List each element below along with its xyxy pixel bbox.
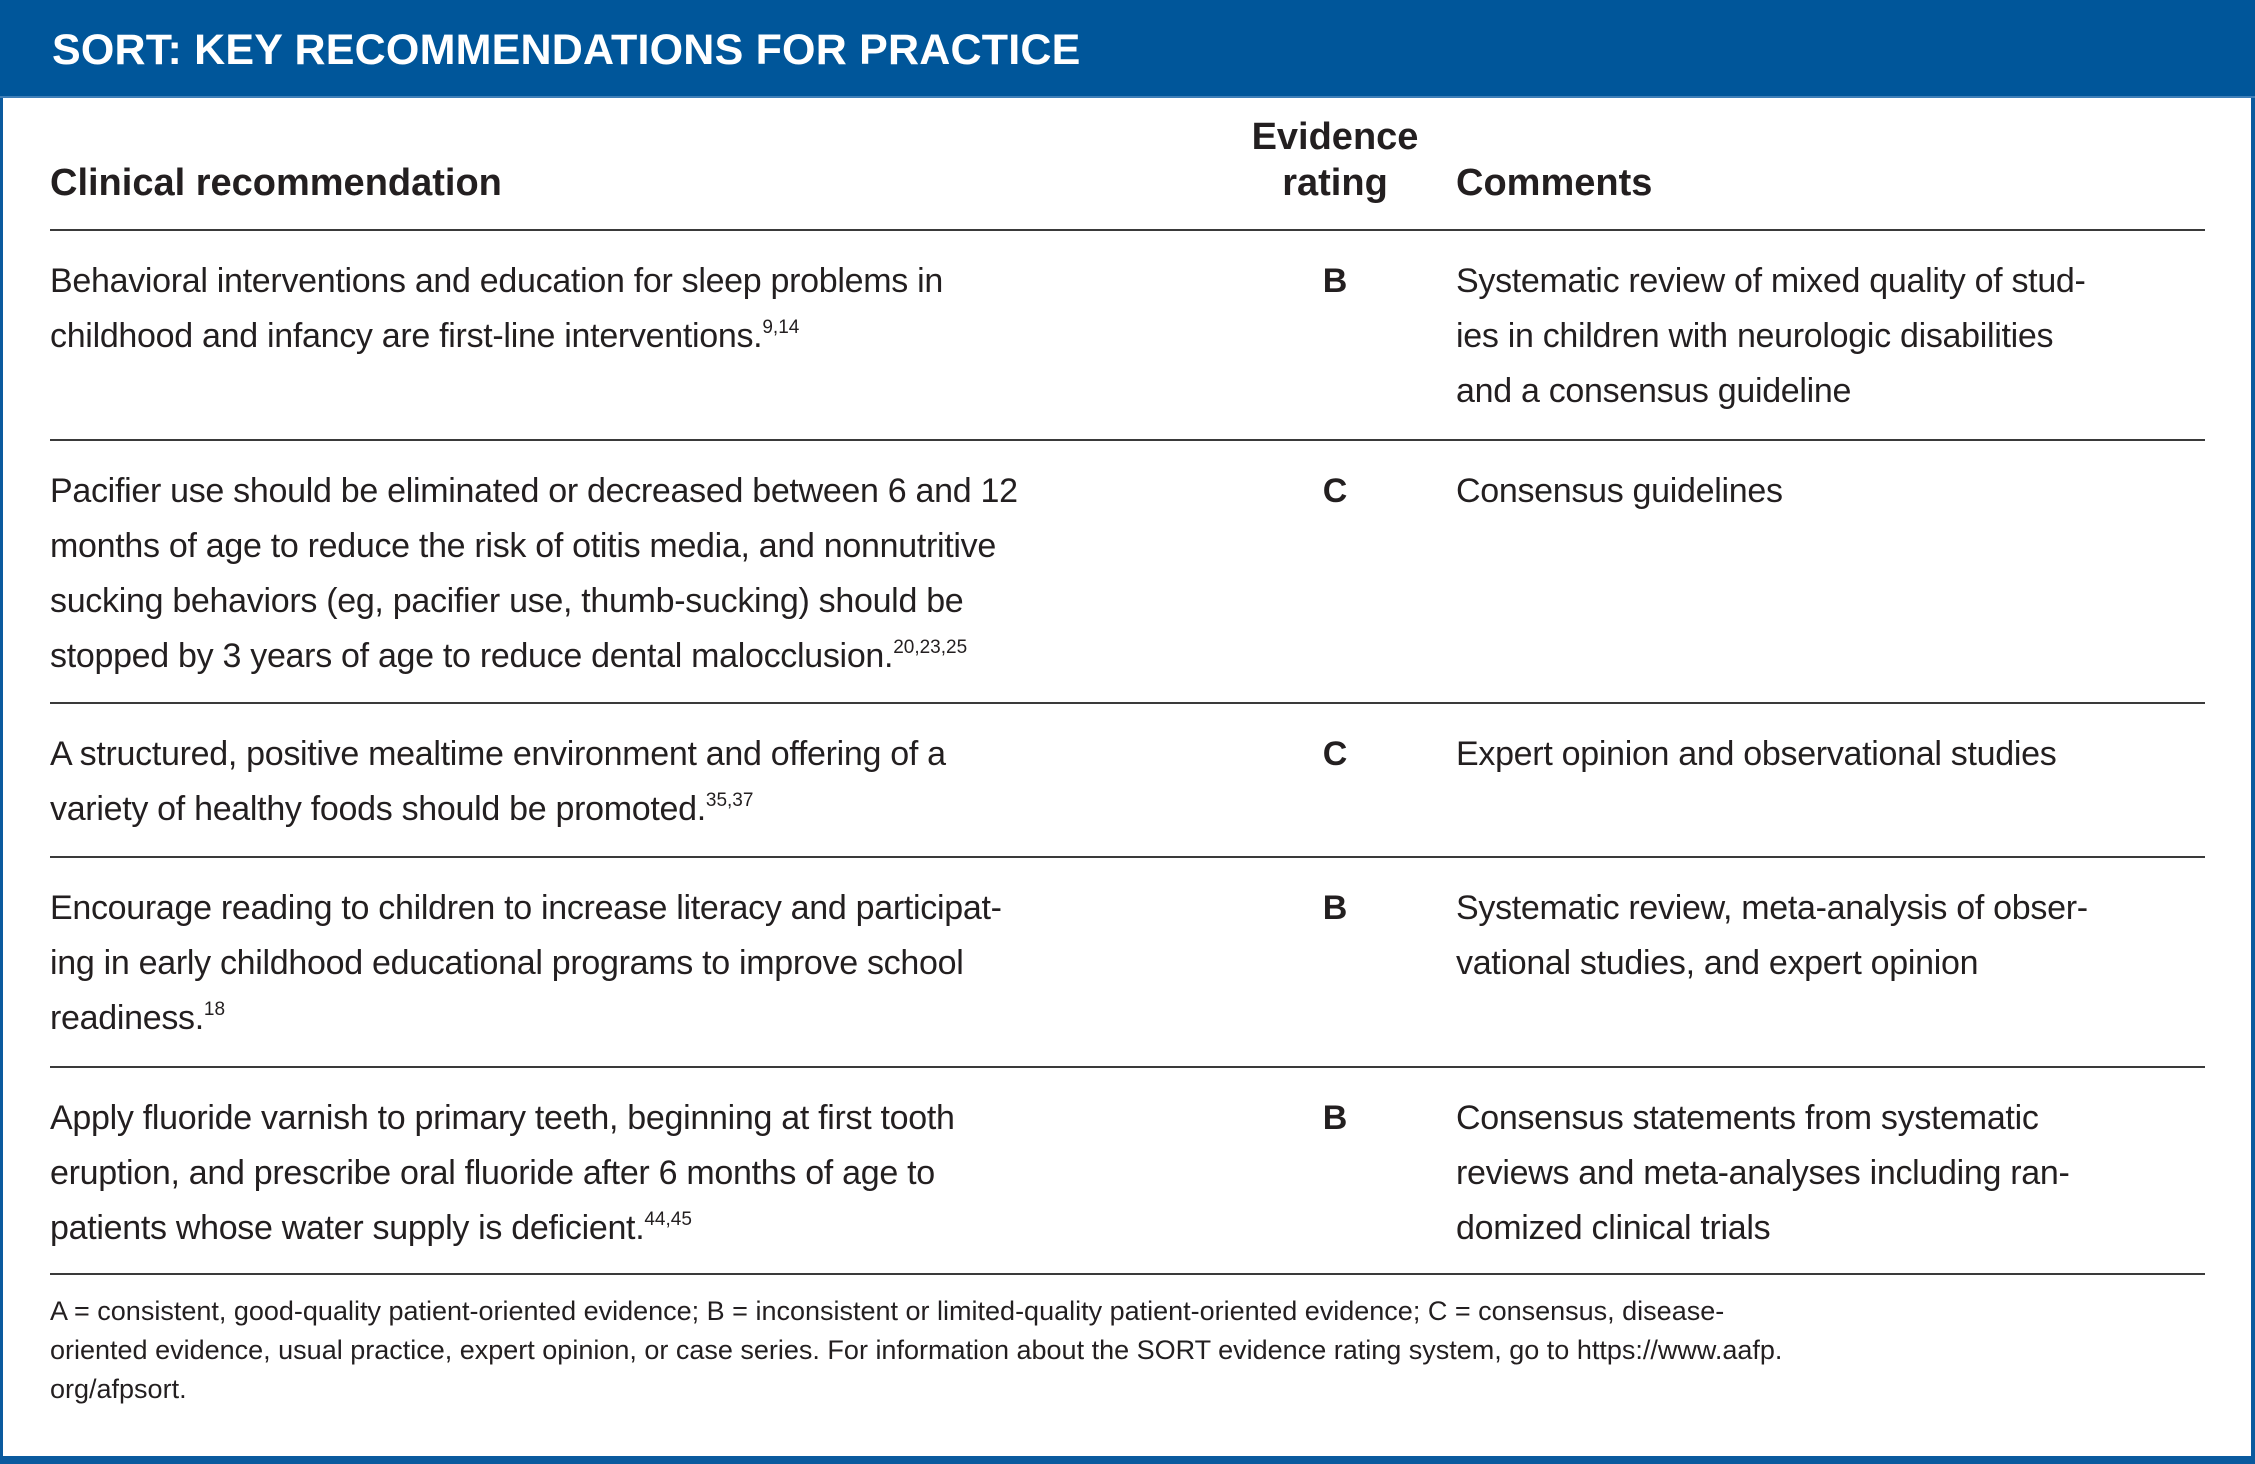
text-line: Behavioral interventions and education for sleep problems in bbox=[50, 262, 943, 300]
row-rule bbox=[50, 702, 2205, 704]
row-rule bbox=[50, 856, 2205, 858]
table-row-3-rating: C bbox=[1322, 735, 1348, 773]
text-line: vational studies, and expert opinion bbox=[1456, 944, 1979, 982]
column-header-rating-line2: rating bbox=[1282, 162, 1388, 204]
table-row-5-comments bbox=[1456, 1091, 2070, 1256]
text-line: Encourage reading to children to increase literacy and participat- bbox=[50, 889, 1002, 927]
text-line: eruption, and prescribe oral fluoride after 6 months of age to bbox=[50, 1154, 935, 1192]
text-segment: patients whose water supply is deficient. bbox=[50, 1209, 645, 1247]
table-row-5-recommendation bbox=[50, 1091, 955, 1256]
text-line: A structured, positive mealtime environment and offering of a bbox=[50, 735, 946, 773]
text-line: oriented evidence, usual practice, expert opinion, or case series. For information about the SORT evidence rating system, go to https://www.aafp. bbox=[50, 1335, 1783, 1365]
text-line: Pacifier use should be eliminated or decreased between 6 and 12 bbox=[50, 472, 1018, 510]
reference-superscript: 35,37 bbox=[705, 790, 754, 811]
text-line bbox=[50, 309, 943, 364]
table-row-1-recommendation bbox=[50, 254, 943, 364]
text-line bbox=[50, 991, 1002, 1046]
text-line: months of age to reduce the risk of otitis media, and nonnutritive bbox=[50, 527, 996, 565]
text-line: sucking behaviors (eg, pacifier use, thumb-sucking) should be bbox=[50, 582, 964, 620]
text-line: ies in children with neurologic disabilities bbox=[1456, 317, 2054, 355]
text-segment: readiness. bbox=[50, 999, 204, 1037]
column-header-rating-line1: Evidence bbox=[1251, 116, 1419, 158]
text-line: A = consistent, good-quality patient-oriented evidence; B = inconsistent or limited-quality patient-oriented evidence; C = consensus, disease- bbox=[50, 1296, 1725, 1326]
column-header-comments: Comments bbox=[1456, 162, 1653, 204]
table-row-1-comments bbox=[1456, 254, 2086, 419]
text-line: and a consensus guideline bbox=[1456, 372, 1852, 410]
table-row-3-recommendation bbox=[50, 727, 946, 837]
reference-superscript: 18 bbox=[203, 999, 226, 1020]
row-rule bbox=[50, 1066, 2205, 1068]
text-segment: childhood and infancy are first-line interventions. bbox=[50, 317, 763, 355]
text-segment: variety of healthy foods should be promoted. bbox=[50, 790, 706, 828]
reference-superscript: 9,14 bbox=[762, 317, 800, 338]
table-row-3-comments bbox=[1456, 727, 2056, 782]
text-line bbox=[50, 1201, 955, 1256]
text-line bbox=[50, 629, 1018, 684]
column-header-recommendation: Clinical recommendation bbox=[50, 162, 502, 204]
text-line: Consensus statements from systematic bbox=[1456, 1099, 2039, 1137]
text-line: Apply fluoride varnish to primary teeth, beginning at first tooth bbox=[50, 1099, 955, 1137]
text-line: ing in early childhood educational programs to improve school bbox=[50, 944, 964, 982]
title-bar bbox=[0, 0, 2255, 98]
table-row-4-comments bbox=[1456, 881, 2088, 991]
text-line: org/afpsort. bbox=[50, 1374, 187, 1404]
table-row-4-recommendation bbox=[50, 881, 1002, 1046]
column-header-rating bbox=[1216, 114, 1454, 206]
text-line: Systematic review of mixed quality of stud- bbox=[1456, 262, 2086, 300]
evidence-rating-legend bbox=[50, 1292, 1782, 1409]
text-line bbox=[50, 782, 946, 837]
text-line: Systematic review, meta-analysis of obser- bbox=[1456, 889, 2088, 927]
text-line: Expert opinion and observational studies bbox=[1456, 735, 2057, 773]
row-rule bbox=[50, 439, 2205, 441]
table-row-1-rating: B bbox=[1322, 262, 1348, 300]
footer-rule bbox=[50, 1273, 2205, 1275]
table-title: SORT: KEY RECOMMENDATIONS FOR PRACTICE bbox=[52, 26, 1081, 74]
table-row-4-rating: B bbox=[1322, 889, 1348, 927]
table-row-2-recommendation bbox=[50, 464, 1018, 684]
table-row-2-comments bbox=[1456, 464, 1783, 519]
header-rule bbox=[50, 229, 2205, 231]
table-row-5-rating: B bbox=[1322, 1099, 1348, 1137]
text-line: Consensus guidelines bbox=[1456, 472, 1783, 510]
reference-superscript: 44,45 bbox=[644, 1209, 692, 1230]
text-line: domized clinical trials bbox=[1456, 1209, 1771, 1247]
text-line: reviews and meta-analyses including ran- bbox=[1456, 1154, 2070, 1192]
reference-superscript: 20,23,25 bbox=[893, 637, 968, 658]
table-row-2-rating: C bbox=[1322, 472, 1348, 510]
text-segment: stopped by 3 years of age to reduce dental malocclusion. bbox=[50, 637, 894, 675]
